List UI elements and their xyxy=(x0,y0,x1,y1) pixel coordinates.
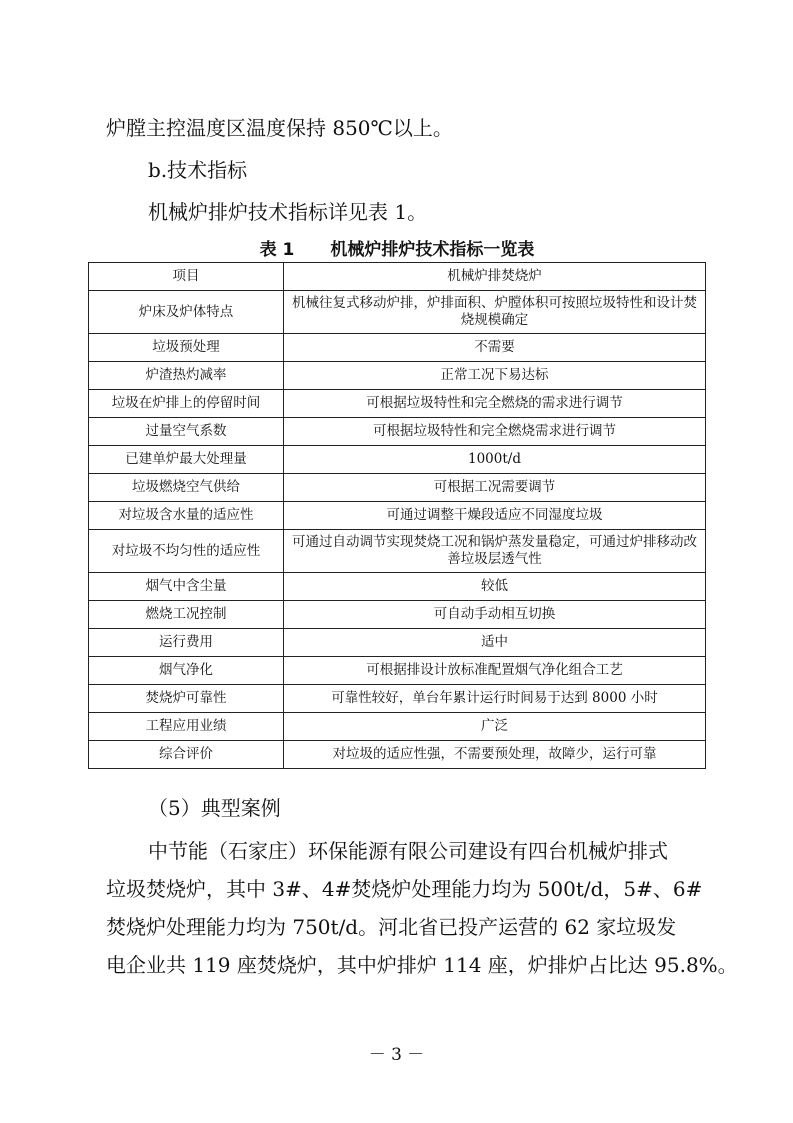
table-row xyxy=(89,530,706,573)
case-line: 焚烧炉处理能力均为 750t/d。河北省已投产运营的 62 家垃圾发 xyxy=(106,915,677,939)
table-row xyxy=(89,713,706,741)
table-cell-item: 垃圾燃烧空气供给 xyxy=(89,474,284,502)
table-row xyxy=(89,291,706,334)
case-line: 电企业共 119 座焚烧炉，其中炉排炉 114 座，炉排炉占比达 95.8%。 xyxy=(106,953,738,977)
table-cell-item: 烟气净化 xyxy=(89,657,284,685)
table-row xyxy=(89,741,706,769)
table-cell-item: 对垃圾不均匀性的适应性 xyxy=(89,530,284,573)
table-row xyxy=(89,657,706,685)
table-cell-value: 广泛 xyxy=(284,713,706,741)
table-cell-item: 垃圾预处理 xyxy=(89,334,284,362)
table-caption-number: 表 1 xyxy=(259,240,295,260)
table-caption xyxy=(88,235,706,260)
table-cell-item: 工程应用业绩 xyxy=(89,713,284,741)
case-line: 中节能（石家庄）环保能源有限公司建设有四台机械炉排式 xyxy=(148,839,668,863)
table-caption-title: 机械炉排炉技术指标一览表 xyxy=(330,240,535,260)
table-cell-value: 正常工况下易达标 xyxy=(284,362,706,390)
page-number: － 3 － xyxy=(368,1045,425,1065)
table-row xyxy=(89,502,706,530)
table-row xyxy=(89,685,706,713)
table-cell-item: 垃圾在炉排上的停留时间 xyxy=(89,390,284,418)
header-cell-item: 项目 xyxy=(89,263,284,291)
table-cell-value: 可根据工况需要调节 xyxy=(284,474,706,502)
technical-indicators-table xyxy=(88,262,706,769)
table-cell-item: 烟气中含尘量 xyxy=(89,573,284,601)
table-cell-value: 可根据排设计放标准配置烟气净化组合工艺 xyxy=(284,657,706,685)
paragraph-temperature: 炉膛主控温度区温度保持 850℃以上。 xyxy=(106,116,453,140)
table-row xyxy=(89,390,706,418)
table-row xyxy=(89,573,706,601)
table-cell-item: 已建单炉最大处理量 xyxy=(89,446,284,474)
table-cell-value: 可根据垃圾特性和完全燃烧需求进行调节 xyxy=(284,418,706,446)
table-cell-value: 较低 xyxy=(284,573,706,601)
table-cell-value: 可靠性较好，单台年累计运行时间易于达到 8000 小时 xyxy=(284,685,706,713)
table-row xyxy=(89,418,706,446)
table-row xyxy=(89,601,706,629)
table-header-row xyxy=(89,263,706,291)
table-row xyxy=(89,629,706,657)
table-cell-value: 可根据垃圾特性和完全燃烧的需求进行调节 xyxy=(284,390,706,418)
table-cell-item: 燃烧工况控制 xyxy=(89,601,284,629)
table-cell-value: 可自动手动相互切换 xyxy=(284,601,706,629)
table-cell-value: 不需要 xyxy=(284,334,706,362)
table-row xyxy=(89,334,706,362)
table-cell-item: 过量空气系数 xyxy=(89,418,284,446)
table-cell-value: 可通过调整干燥段适应不同湿度垃圾 xyxy=(284,502,706,530)
section-heading-typical-case: （5）典型案例 xyxy=(148,796,281,820)
table-cell-item: 对垃圾含水量的适应性 xyxy=(89,502,284,530)
table-row xyxy=(89,474,706,502)
table-cell-item: 运行费用 xyxy=(89,629,284,657)
table-row xyxy=(89,446,706,474)
table-cell-item: 综合评价 xyxy=(89,741,284,769)
table-row xyxy=(89,362,706,390)
paragraph-intro: 机械炉排炉技术指标详见表 1。 xyxy=(148,200,428,224)
subheading-technical-indicators: b.技术指标 xyxy=(148,158,248,182)
table-cell-value: 可通过自动调节实现焚烧工况和锅炉蒸发量稳定，可通过炉排移动改善垃圾层透气性 xyxy=(284,530,706,573)
table-cell-value: 对垃圾的适应性强，不需要预处理，故障少，运行可靠 xyxy=(284,741,706,769)
table-cell-item: 炉渣热灼减率 xyxy=(89,362,284,390)
case-line: 垃圾焚烧炉，其中 3#、4#焚烧炉处理能力均为 500t/d，5#、6# xyxy=(106,877,703,901)
table-cell-value: 适中 xyxy=(284,629,706,657)
table-cell-value: 1000t/d xyxy=(284,446,706,474)
table-cell-value: 机械往复式移动炉排，炉排面积、炉膛体积可按照垃圾特性和设计焚烧规模确定 xyxy=(284,291,706,334)
table-cell-item: 焚烧炉可靠性 xyxy=(89,685,284,713)
table-cell-item: 炉床及炉体特点 xyxy=(89,291,284,334)
header-cell-value: 机械炉排焚烧炉 xyxy=(284,263,706,291)
case-paragraph xyxy=(106,832,738,984)
